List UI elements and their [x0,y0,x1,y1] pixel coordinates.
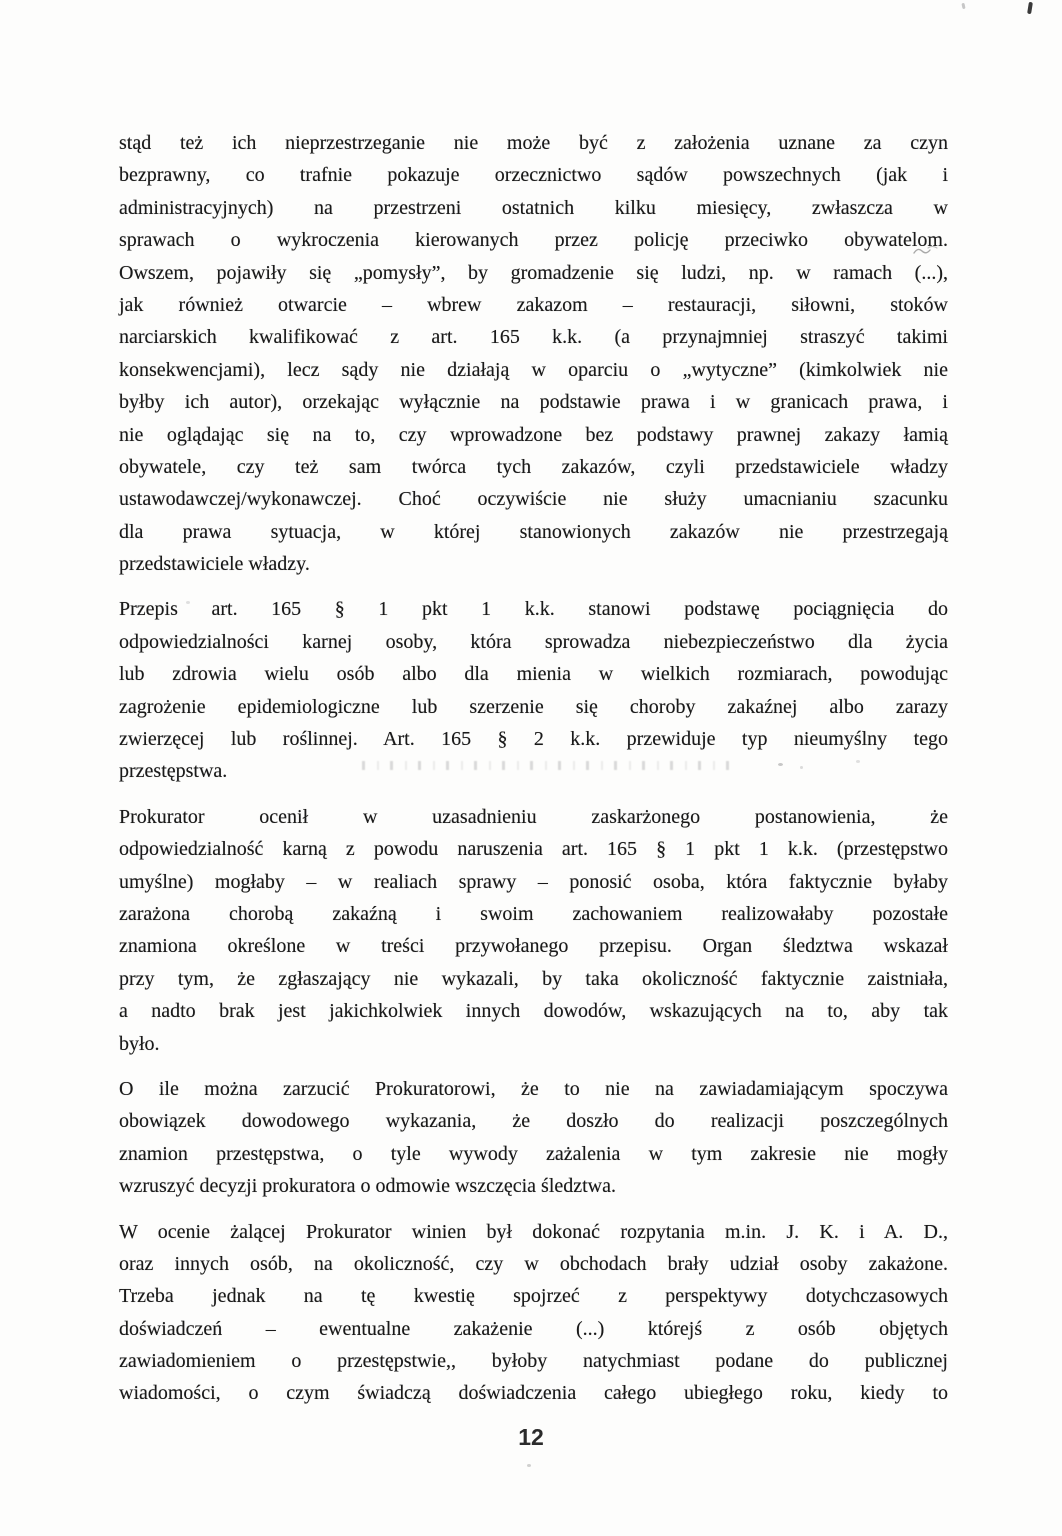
text-line: sprawach o wykroczenia kierowanych przez policję przeciwko obywatelom. [119,229,948,252]
text-line: O ile można zarzucić Prokuratorowi, że to nie na zawiadamiającym spoczywa [119,1077,948,1100]
paragraph [119,593,948,787]
text-line: jak również otwarcie – wbrew zakazom – restauracji, siłowni, stoków [119,293,948,316]
text-line: zwierzęcej lub roślinnej. Art. 165 § 2 k.k. przewiduje typ nieumyślny tego [119,728,948,751]
faint-tick-icon [961,3,965,9]
text-line: odpowiedzialność karną z powodu naruszenia art. 165 § 1 pkt 1 k.k. (przestępstwo [119,838,948,861]
text-line: Owszem, pojawiły się „pomysły”, by gromadzenie się ludzi, np. w ramach (...), [119,261,948,284]
page-number: 12 [518,1424,544,1450]
text-line: doświadczeń – ewentualne zakażenie (...) którejś z osób objętych [119,1317,948,1340]
text-line: wiadomości, o czym świadczą doświadczenia całego ubiegłego roku, kiedy to [119,1382,948,1405]
text-line: zarażona chorobą zakaźną i swoim zachowaniem realizowałaby pozostałe [119,902,948,925]
text-line: przy tym, że zgłaszający nie wykazali, by taka okoliczność faktycznie zaistniała, [119,967,948,990]
text-line: Prokurator ocenił w uzasadnieniu zaskarżonego postanowienia, że [119,805,948,828]
text-line: administracyjnych) na przestrzeni ostatnich kilku miesięcy, zwłaszcza w [119,196,948,219]
text-line: obywatele, czy też sam twórca tych zakazów, czyli przedstawiciele władzy [119,455,948,478]
text-line: lub zdrowia wielu osób albo dla mienia w wielkich rozmiarach, powodując [119,663,948,686]
text-line: dla prawa sytuacja, w której stanowionych zakazów nie przestrzegają [119,520,948,543]
text-line: znamiona określone w treści przywołanego przepisu. Organ śledztwa wskazał [119,935,948,958]
text-line: ustawodawczej/wykonawczej. Choć oczywiście nie służy umacnianiu szacunku [119,488,948,511]
text-line: wzruszyć decyzji prokuratora o odmowie wszczęcia śledztwa. [119,1175,617,1198]
text-line: narciarskich kwalifikować z art. 165 k.k. (a przynajmniej straszyć takimi [119,326,948,349]
paragraph [119,1216,948,1410]
text-line: było. [119,1032,160,1055]
paragraph [119,801,948,1060]
text-line: Przepis art. 165 § 1 pkt 1 k.k. stanowi podstawę pociągnięcia do [119,598,948,621]
text-line: umyślne) mogłaby – w realiach sprawy – ponosić osoba, która faktycznie byłaby [119,870,948,893]
scan-speck [527,1464,531,1467]
pen-tick-icon [1027,2,1033,14]
text-line: przedstawiciele władzy. [119,553,310,576]
paragraph [119,1073,948,1203]
text-line: konsekwencjami), lecz sądy nie działają w oparciu o „wytyczne” (kimkolwiek nie [119,358,948,381]
text-line: znamion przestępstwa, o tyle wywody zażalenia w tym zakresie nie mogły [119,1142,948,1165]
text-line: nie oglądając się na to, czy wprowadzone bez podstawy prawnej zakazy łamią [119,423,948,446]
text-line: Trzeba jednak na tę kwestię spojrzeć z perspektywy dotychczasowych [119,1285,948,1308]
text-line: W ocenie żalącej Prokurator winien był dokonać rozpytania m.in. J. K. i A. D., [119,1220,948,1243]
text-line: obowiązek dowodowego wykazania, że doszło do realizacji poszczególnych [119,1110,948,1133]
text-line: zagrożenie epidemiologiczne lub szerzenie się choroby zakaźnej albo zarazy [119,695,948,718]
text-line: bezprawny, co trafnie pokazuje orzecznictwo sądów powszechnych (jak i [119,164,948,187]
text-line: a nadto brak jest jakichkolwiek innych dowodów, wskazujących na to, aby tak [119,1000,948,1023]
text-line: byłby ich autor), orzekając wyłącznie na podstawie prawa i w granicach prawa, i [119,391,948,414]
text-line: stąd też ich nieprzestrzeganie nie może być z założenia uznane za czyn [119,132,948,154]
paragraph [119,127,948,580]
text-line: oraz innych osób, na okoliczność, czy w obchodach brały udział osoby zakażone. [119,1252,948,1275]
document-text-block [119,127,948,1423]
text-line: przestępstwa. [119,760,228,783]
text-line: odpowiedzialności karnej osoby, która sprowadza niebezpieczeństwo dla życia [119,630,948,653]
text-line: zawiadomieniem o przestępstwie,, byłoby natychmiast podane do publicznej [119,1350,948,1373]
